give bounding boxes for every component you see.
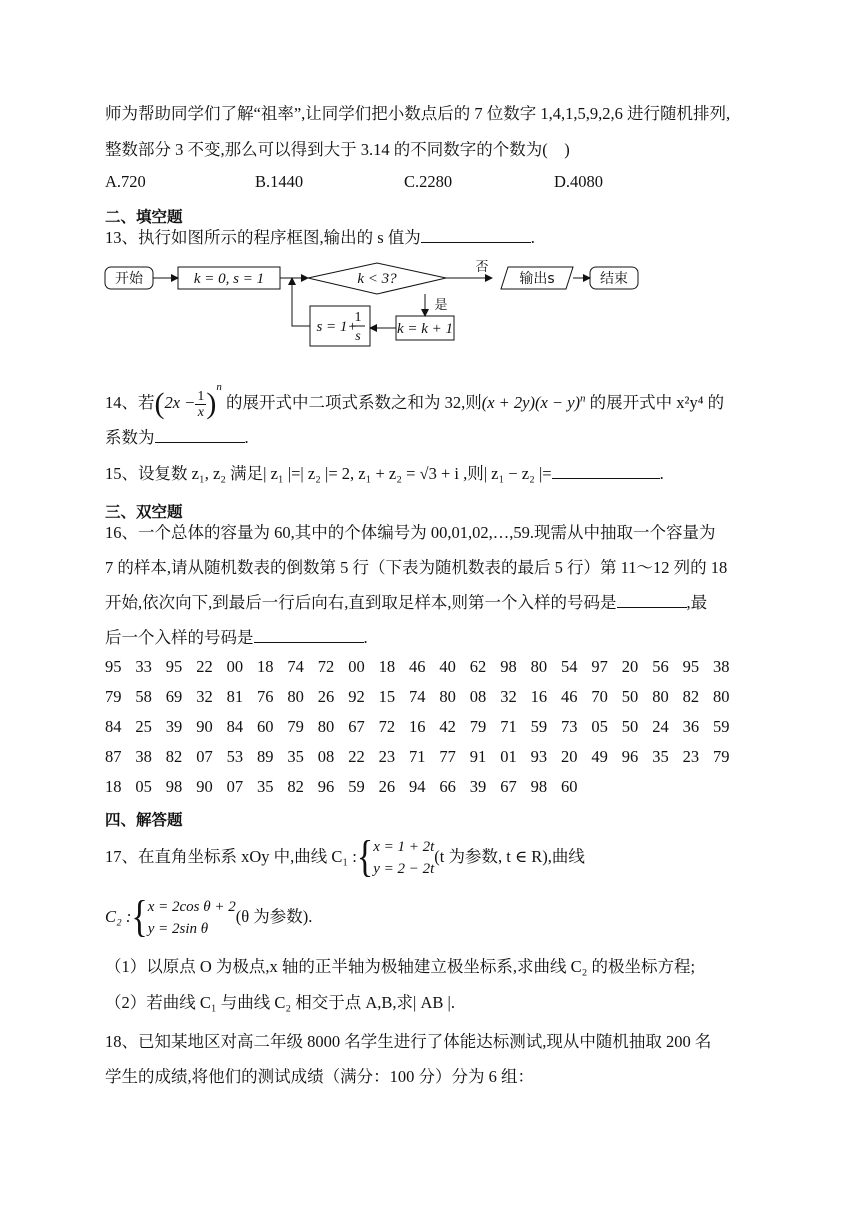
table-cell: 59 xyxy=(530,717,548,736)
increment-label: k = k + 1 xyxy=(396,321,454,337)
q18-line1: 18、已知某地区对高二年级 8000 名学生进行了体能达标测试,现从中随机抽取 200 名 xyxy=(105,1032,712,1051)
table-cell: 73 xyxy=(561,717,578,736)
table-cell: 72 xyxy=(378,717,396,736)
table-cell: 05 xyxy=(591,717,608,736)
option-a: A.720 xyxy=(105,172,146,191)
table-cell: 98 xyxy=(530,777,548,796)
table-cell: 66 xyxy=(439,777,456,796)
table-cell: 46 xyxy=(561,687,578,706)
answer-blank xyxy=(155,427,245,443)
table-cell: 92 xyxy=(348,687,365,706)
table-cell: 96 xyxy=(317,777,335,796)
table-cell: 01 xyxy=(500,747,517,766)
table-cell: 71 xyxy=(500,717,517,736)
table-cell: 22 xyxy=(348,747,365,766)
table-cell: 18 xyxy=(105,777,122,796)
table-cell: 97 xyxy=(591,657,608,676)
table-cell: 36 xyxy=(682,717,700,736)
table-cell: 67 xyxy=(500,777,517,796)
condition-label: k < 3? xyxy=(357,271,397,287)
table-cell: 32 xyxy=(196,687,213,706)
assign-denominator: s xyxy=(355,329,361,344)
table-cell: 39 xyxy=(469,777,487,796)
table-cell: 20 xyxy=(561,747,578,766)
table-cell: 35 xyxy=(257,777,274,796)
table-cell: 20 xyxy=(621,657,639,676)
end-label: 结束 xyxy=(600,271,628,287)
table-cell: 67 xyxy=(348,717,365,736)
q17-part2: （2）若曲线 C₁ 与曲线 C₂ 相交于点 A,B,求| AB |. xyxy=(105,993,455,1012)
table-cell: 80 xyxy=(439,687,456,706)
table-cell: 33 xyxy=(135,657,152,676)
table-cell: 98 xyxy=(500,657,517,676)
table-cell: 07 xyxy=(226,777,244,796)
table-cell: 00 xyxy=(348,657,365,676)
table-cell: 91 xyxy=(469,747,487,766)
table-cell: 82 xyxy=(682,687,700,706)
table-cell: 16 xyxy=(530,687,548,706)
table-cell: 90 xyxy=(196,717,213,736)
table-cell: 84 xyxy=(105,717,122,736)
table-cell: 40 xyxy=(439,657,456,676)
assign-label: s = 1+ xyxy=(316,319,358,335)
answer-blank xyxy=(254,627,364,643)
option-d: D.4080 xyxy=(554,172,604,191)
table-cell: 46 xyxy=(409,657,426,676)
q17-line2: C₂ :{ x = 2cos θ + 2 y = 2sin θ (θ 为参数). xyxy=(105,893,313,942)
table-cell: 77 xyxy=(439,747,456,766)
table-cell: 82 xyxy=(165,747,183,766)
table-cell: 08 xyxy=(469,687,487,706)
table-cell: 62 xyxy=(469,657,487,676)
table-cell: 60 xyxy=(561,777,578,796)
table-cell: 79 xyxy=(105,687,122,706)
table-cell: 50 xyxy=(621,717,639,736)
table-cell: 95 xyxy=(105,657,122,676)
q13-text: 13、执行如图所示的程序框图,输出的 s 值为 . xyxy=(105,228,535,247)
table-cell: 23 xyxy=(378,747,396,766)
answer-blank xyxy=(617,592,687,608)
answer-blank xyxy=(552,463,660,479)
table-cell: 95 xyxy=(165,657,183,676)
table-cell: 16 xyxy=(409,717,426,736)
table-cell: 84 xyxy=(226,717,244,736)
table-cell: 59 xyxy=(348,777,365,796)
table-cell: 18 xyxy=(378,657,396,676)
q12-line1: 师为帮助同学们了解“祖率”,让同学们把小数点后的 7 位数字 1,4,1,5,9,2,6 进行随机排列, xyxy=(105,104,731,123)
table-cell: 69 xyxy=(165,687,183,706)
table-cell: 59 xyxy=(713,717,730,736)
table-cell: 38 xyxy=(713,657,730,676)
option-b: B.1440 xyxy=(255,172,304,191)
table-cell: 71 xyxy=(409,747,426,766)
table-cell: 79 xyxy=(469,717,487,736)
table-cell: 35 xyxy=(287,747,304,766)
table-cell: 56 xyxy=(652,657,669,676)
table-cell: 72 xyxy=(317,657,335,676)
output-label: 输出s xyxy=(519,271,555,287)
table-cell: 58 xyxy=(135,687,152,706)
table-cell: 26 xyxy=(378,777,396,796)
assign-numerator: 1 xyxy=(354,310,362,325)
section-double-blank: 三、双空题 xyxy=(105,503,183,521)
table-cell: 08 xyxy=(317,747,335,766)
table-cell: 15 xyxy=(378,687,396,706)
table-cell: 25 xyxy=(135,717,152,736)
table-cell: 79 xyxy=(713,747,730,766)
table-cell: 07 xyxy=(196,747,213,766)
start-label: 开始 xyxy=(115,271,143,287)
table-cell: 74 xyxy=(409,687,426,706)
section-solve: 四、解答题 xyxy=(105,811,183,829)
init-label: k = 0, s = 1 xyxy=(193,271,265,287)
table-cell: 80 xyxy=(287,687,304,706)
table-cell: 54 xyxy=(561,657,578,676)
answer-blank xyxy=(421,227,531,243)
yes-label: 是 xyxy=(434,298,448,313)
table-cell: 42 xyxy=(439,717,456,736)
table-cell: 22 xyxy=(196,657,213,676)
table-cell: 70 xyxy=(591,687,608,706)
q17-line1: 17、在直角坐标系 xOy 中,曲线 C₁ :{ x = 1 + 2t y = 2 − 2t (t 为参数, t ∈ R),曲线 xyxy=(105,833,585,882)
q13-stem: 13、执行如图所示的程序框图,输出的 s 值为 xyxy=(105,228,421,247)
program-flowchart xyxy=(100,258,650,353)
table-cell: 89 xyxy=(257,747,274,766)
table-cell: 24 xyxy=(652,717,669,736)
table-cell: 32 xyxy=(500,687,517,706)
table-cell: 76 xyxy=(257,687,274,706)
q16-line1: 16、一个总体的容量为 60,其中的个体编号为 00,01,02,…,59.现需从中抽取一个容量为 xyxy=(105,523,716,542)
table-cell: 60 xyxy=(257,717,274,736)
table-cell: 05 xyxy=(135,777,152,796)
table-cell: 38 xyxy=(135,747,152,766)
q17-part1: （1）以原点 O 为极点,x 轴的正半轴为极轴建立极坐标系,求曲线 C₂ 的极坐标方程; xyxy=(105,957,696,976)
table-cell: 80 xyxy=(713,687,730,706)
q14-line2: 系数为 . xyxy=(105,428,249,447)
table-cell: 81 xyxy=(226,687,244,706)
table-cell: 90 xyxy=(196,777,213,796)
table-cell: 95 xyxy=(682,657,700,676)
table-cell: 39 xyxy=(165,717,183,736)
table-cell: 80 xyxy=(530,657,548,676)
table-cell: 53 xyxy=(226,747,244,766)
option-c: C.2280 xyxy=(404,172,453,191)
table-cell: 18 xyxy=(257,657,274,676)
q12-line2: 整数部分 3 不变,那么可以得到大于 3.14 的不同数字的个数为( ) xyxy=(105,140,570,159)
table-cell: 50 xyxy=(621,687,639,706)
q18-line2: 学生的成绩,将他们的测试成绩（满分：100 分）分为 6 组： xyxy=(105,1067,534,1086)
section-fill-in: 二、填空题 xyxy=(105,208,183,226)
table-cell: 26 xyxy=(317,687,335,706)
q16-line3: 开始,依次向下,到最后一行后向右,直到取足样本,则第一个入样的号码是 ,最 xyxy=(105,593,708,612)
table-cell: 35 xyxy=(652,747,669,766)
q16-line2: 7 的样本,请从随机数表的倒数第 5 行（下表为随机数表的最后 5 行）第 11～12 列的 18 xyxy=(105,558,728,577)
table-cell: 80 xyxy=(652,687,669,706)
table-cell: 74 xyxy=(287,657,304,676)
table-cell: 82 xyxy=(287,777,304,796)
table-cell: 96 xyxy=(621,747,639,766)
no-label: 否 xyxy=(475,260,489,275)
table-cell: 80 xyxy=(317,717,335,736)
table-cell: 94 xyxy=(409,777,426,796)
table-cell: 79 xyxy=(287,717,304,736)
q16-line4: 后一个入样的号码是 . xyxy=(105,628,368,647)
q14-line1: 14、若(2x − $\frac{1}{x}$ )$^n$ 的展开式中二项式系数之和为 32,则$(x + 2y)(x - y)^n$ 的展开式中 x²y⁴ 的 xyxy=(105,381,725,421)
table-cell: 00 xyxy=(226,657,244,676)
table-cell: 87 xyxy=(105,747,122,766)
q15-line: 15、设复数 z₁, z₂ 满足| z₁ |=| z₂ |= 2, z₁ + z₂ = √3 + i ,则| z₁ − z₂ |= . xyxy=(105,464,664,483)
table-cell: 23 xyxy=(682,747,700,766)
table-cell: 93 xyxy=(530,747,548,766)
table-cell: 49 xyxy=(591,747,608,766)
table-cell: 98 xyxy=(165,777,183,796)
